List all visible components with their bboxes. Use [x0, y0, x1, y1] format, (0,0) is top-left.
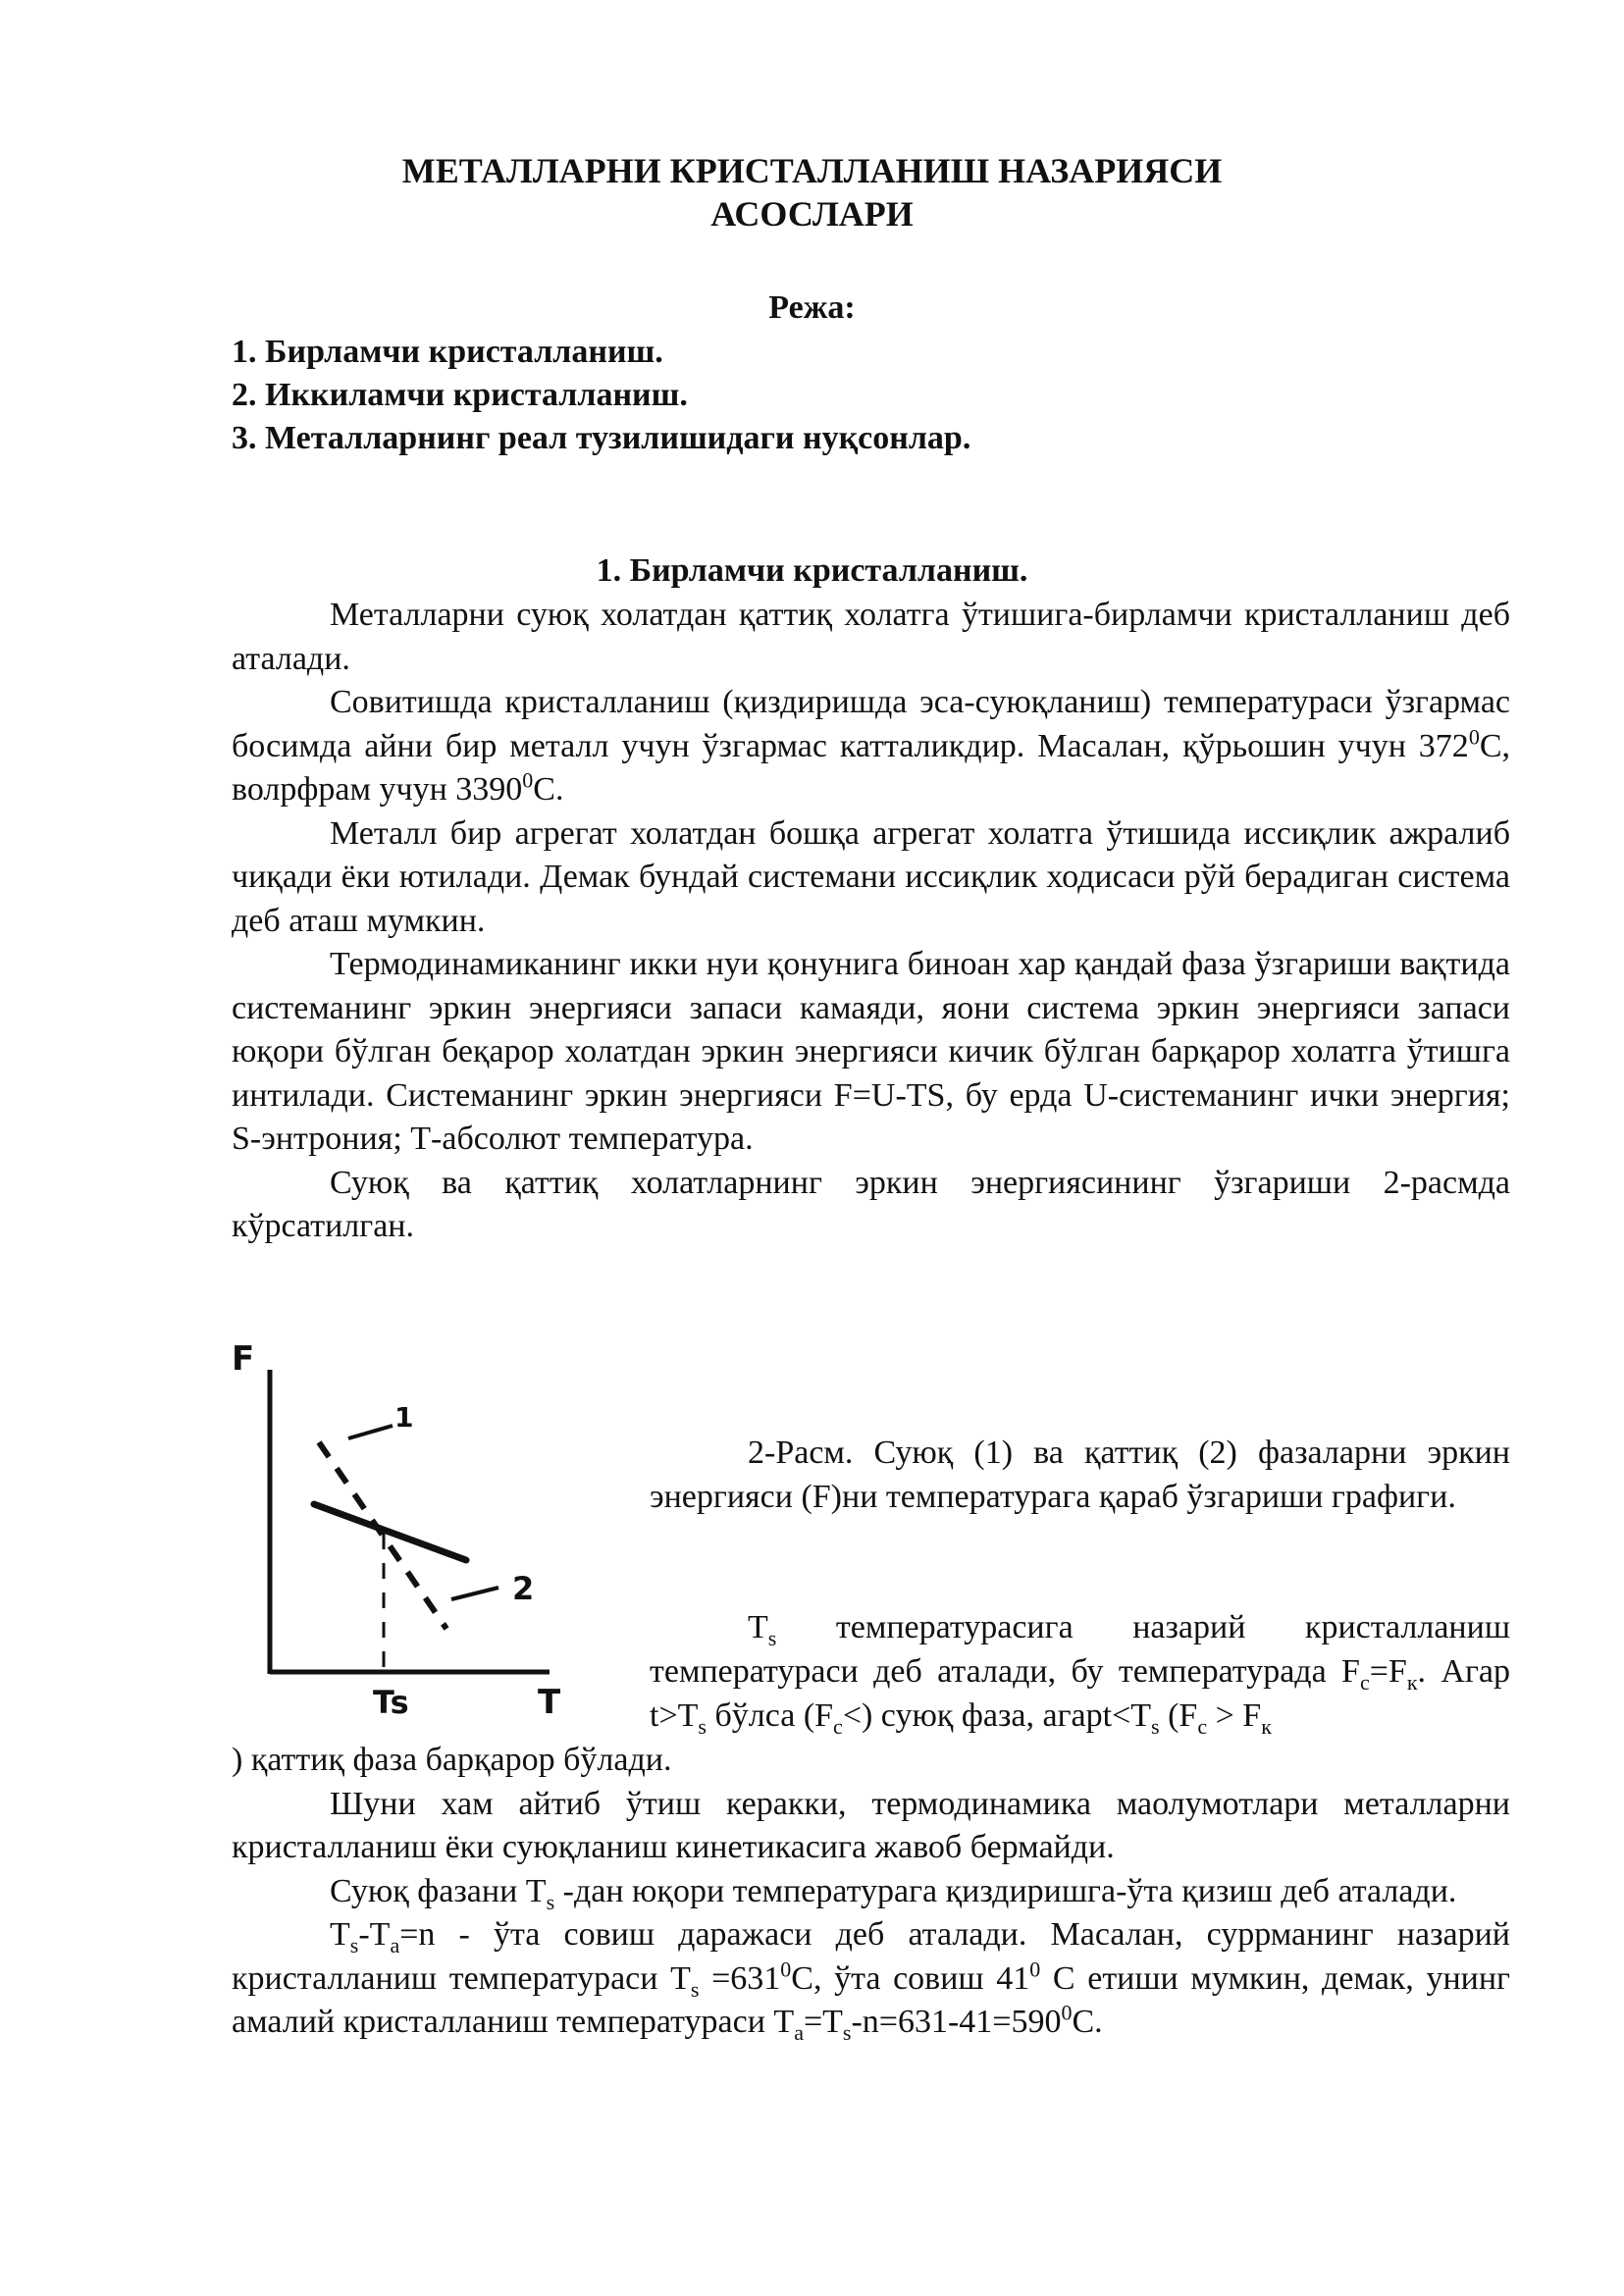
document-title — [0, 149, 1624, 235]
plan-item: 1. Бирламчи кристалланиш. — [232, 334, 663, 370]
ts-paragraph-block — [650, 1605, 1510, 1738]
plan-heading: Режа: — [768, 289, 856, 326]
paragraph: Шуни хам айтиб ўтиш керакки, термодинамика маолумотлари металларни кристалланиш ёки суюқланиш кинетикасига жавоб бермайди. — [232, 1785, 1510, 1865]
plan-list — [232, 331, 970, 460]
paragraph: Суюқ фазани $Т_s$ -дан юқори температурага қиздиришга-ўта қизиш деб аталади. — [330, 1872, 1457, 1914]
title-line-2: АСОСЛАРИ — [710, 194, 914, 234]
title-line-1: МЕТАЛЛАРНИ КРИСТАЛЛАНИШ НАЗАРИЯСИ — [401, 151, 1223, 190]
x-axis-label: T — [538, 1683, 561, 1715]
caption-text: 2-Расм. Суюқ (1) ва қаттиқ (2) фазаларни эркин энергияси (F)ни температурага қараб ўзгариши графиги. — [650, 1435, 1510, 1515]
curve-1-label: 1 — [394, 1401, 414, 1434]
paragraph: $Т_s$ температурасига назарий кристалланиш температураси деб аталади, бу температурада $F_c=F_к$. Агар $t>Т_s$ бўлса $(F_c<)$ суюқ фаза, $агарt<Т_s$ ($F_c > F_к$ — [650, 1609, 1510, 1739]
ts-label: Ts — [373, 1684, 409, 1715]
paragraph: Совитишда кристалланиш (қиздиришда эса-суюқланиш) температураси ўзгармас босимда айни бир металл учун ўзгармас катталикдир. Масалан, қўрьошин учун $372^0С$, волрфрам учун 3390$^0$С. — [232, 684, 1510, 808]
curve-2-label: 2 — [512, 1570, 535, 1607]
paragraph-continuation: ) қаттиқ фаза барқарор бўлади. — [232, 1742, 672, 1778]
plan-item: 2. Иккиламчи кристалланиш. — [232, 377, 688, 413]
section-body-2 — [232, 1739, 1510, 2045]
label-1-leader — [348, 1426, 393, 1438]
figure-caption — [650, 1431, 1510, 1519]
graph-svg — [226, 1342, 579, 1715]
y-axis-label: F — [232, 1342, 255, 1379]
free-energy-graph — [226, 1342, 579, 1715]
label-2-leader — [451, 1588, 498, 1599]
paragraph: Суюқ ва қаттиқ холатларнинг эркин энергиясининг ўзгариши 2-расмда кўрсатилган. — [232, 1164, 1510, 1244]
curve-2-solid — [314, 1504, 466, 1560]
paragraph: $Т_s-Т_a=n$ - ўта совиш даражаси деб аталади. Масалан, суррманинг назарий кристалланиш температураси $Т_s =631^0С$, ўта совиш $41^0$ С етиши мумкин, демак, унинг амалий кристалланиш температураси $Т_a=Т_s-n=631-41=590^0С$. — [232, 1916, 1510, 2045]
paragraph: Металл бир агрегат холатдан бошқа агрегат холатга ўтишида иссиқлик ажралиб чиқади ёки ютилади. Демак бундай системани иссиқлик ходисаси рўй берадиган система деб аташ мумкин. — [232, 814, 1510, 939]
paragraph: Термодинамиканинг икки нуи қонунига биноан хар қандай фаза ўзгариши вақтида системанинг эркин энергияси запаси камаяди, яони система эркин энергияси запаси юқори бўлган беқарор холатдан эркин энергияси кичик бўлган барқарор холатга ўтишга интилади. Системанинг эркин энергияси F=U-TS, бу ерда U-системанинг ички энергия; S-энтрония; Т-абсолют температура. — [232, 946, 1510, 1157]
plan-item: 3. Металларнинг реал тузилишидаги нуқсонлар. — [232, 420, 971, 456]
section-heading: 1. Бирламчи кристалланиш. — [596, 552, 1028, 589]
paragraph: Металларни суюқ холатдан қаттиқ холатга ўтишига-бирламчи кристалланиш деб аталади. — [232, 597, 1510, 677]
section-body — [232, 594, 1510, 1249]
